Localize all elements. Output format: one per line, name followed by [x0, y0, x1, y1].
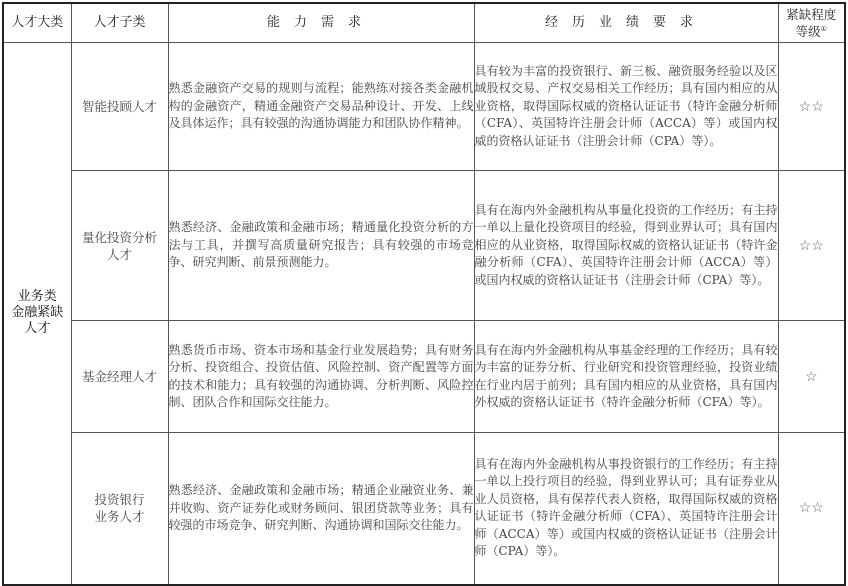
header-experience: 经历业绩要求	[474, 3, 778, 43]
table-row	[3, 433, 845, 585]
sub-category-line2: 业务人才	[94, 509, 145, 525]
table-row	[3, 43, 845, 171]
sub-category-line1: 基金经理人才	[81, 369, 157, 384]
star-rating-icon: ☆☆	[798, 500, 824, 517]
header-scarcity-line1: 紧缺程度	[786, 6, 837, 22]
ability-text: 熟悉货币市场、资本市场和基金行业发展趋势；具有财务分析、投资组合、投资估值、风险控制、资产配置等方面的技术和能力；具有较强的沟通协调、分析判断、风险控制、团队合作和国际交往能力。	[168, 342, 474, 409]
star-rating-icon: ☆☆	[798, 237, 824, 254]
sub-category-line2: 人才	[106, 246, 132, 262]
sub-category-cell	[71, 43, 168, 171]
experience-text: 具有在海内外金融机构从事投资银行的工作经历；有主持一单以上投行项目的经验，得到业界认可；具有证券业从业人员资格，具有保荐代表人资格，取得国际权威的资格认证证书（特许金融分析师（CFA）、英国特许注册会计师（ACCA）等）或国内权威的资格认证证书（注册会计师（CPA）等）。	[474, 456, 778, 559]
scarcity-stars-cell	[778, 433, 845, 585]
header-row	[3, 3, 845, 43]
ability-cell	[168, 171, 474, 321]
major-category-cell	[3, 43, 71, 585]
ability-cell	[168, 43, 474, 171]
sub-category-line1: 投资银行	[94, 492, 145, 508]
experience-text: 具有较为丰富的投资银行、新三板、融资服务经验以及区域股权交易、产权交易相关工作经历；具有国内相应的从业资格，取得国际权威的资格认证证书（特许金融分析师（CFA）、英国特许注册会计师（ACCA）等）或国内权威的资格认证证书（注册会计师（CPA）等）。	[474, 63, 778, 148]
experience-cell	[474, 43, 778, 171]
experience-cell	[474, 321, 778, 433]
header-ability: 能力需求	[168, 3, 474, 43]
header-scarcity-level	[778, 3, 845, 43]
star-rating-icon: ☆☆	[798, 98, 824, 115]
experience-cell	[474, 171, 778, 321]
ability-text: 熟悉经济、金融政策和金融市场；精通企业融资业务、兼并收购、资产证券化或财务顾问、银团贷款等业务；具有较强的市场竞争、研究判断、沟通协调和国际交往能力。	[168, 483, 474, 532]
ability-text: 熟悉经济、金融政策和金融市场；精通量化投资分析的方法与工具，并撰写高质量研究报告；具有较强的市场竞争、研究判断、前景预测能力。	[168, 220, 474, 270]
major-category-line3: 人才	[24, 321, 51, 337]
sub-category-line1: 量化投资分析	[81, 229, 157, 245]
footnote-marker: ①	[820, 24, 827, 33]
scarcity-stars-cell	[778, 171, 845, 321]
header-scarcity-line2: 等级	[795, 24, 821, 40]
header-major-category: 人才大类	[3, 3, 71, 43]
sub-category-cell	[71, 433, 168, 585]
scarcity-stars-cell	[778, 321, 845, 433]
experience-text: 具有在海内外金融机构从事量化投资的工作经历；有主持一单以上量化投资项目的经验，得到业界认可；具有国内相应的从业资格，取得国际权威的资格认证证书（特许金融分析师（CFA）、英国特许注册会计师（ACCA）等）或国内权威的资格认证证书（注册会计师（CPA）等）。	[474, 202, 778, 287]
header-sub-category: 人才子类	[71, 3, 168, 43]
ability-cell	[168, 321, 474, 433]
star-rating-icon: ☆	[804, 368, 818, 385]
experience-cell	[474, 433, 778, 585]
sub-category-cell	[71, 321, 168, 433]
major-category-line1: 业务类	[17, 289, 57, 305]
sub-category-cell	[71, 171, 168, 321]
ability-cell	[168, 433, 474, 585]
table-row	[3, 171, 845, 321]
sub-category-line1: 智能投顾人才	[81, 99, 157, 114]
scarcity-stars-cell	[778, 43, 845, 171]
talent-requirements-table	[2, 2, 846, 586]
table-row	[3, 321, 845, 433]
ability-text: 熟悉金融资产交易的规则与流程；能熟练对接各类金融机构的金融资产，精通金融资产交易品种设计、开发、上线及具体运作；具有较强的沟通协调能力和团队协作精神。	[168, 81, 474, 131]
major-category-line2: 金融紧缺	[11, 305, 64, 321]
experience-text: 具有在海内外金融机构从事基金经理的工作经历；具有较为丰富的证券分析、行业研究和投资管理经验，投资业绩在行业内居于前列；具有国内相应的从业资格，具有国内外权威的资格认证证书（特许金融分析师（CFA）等）。	[474, 342, 778, 409]
